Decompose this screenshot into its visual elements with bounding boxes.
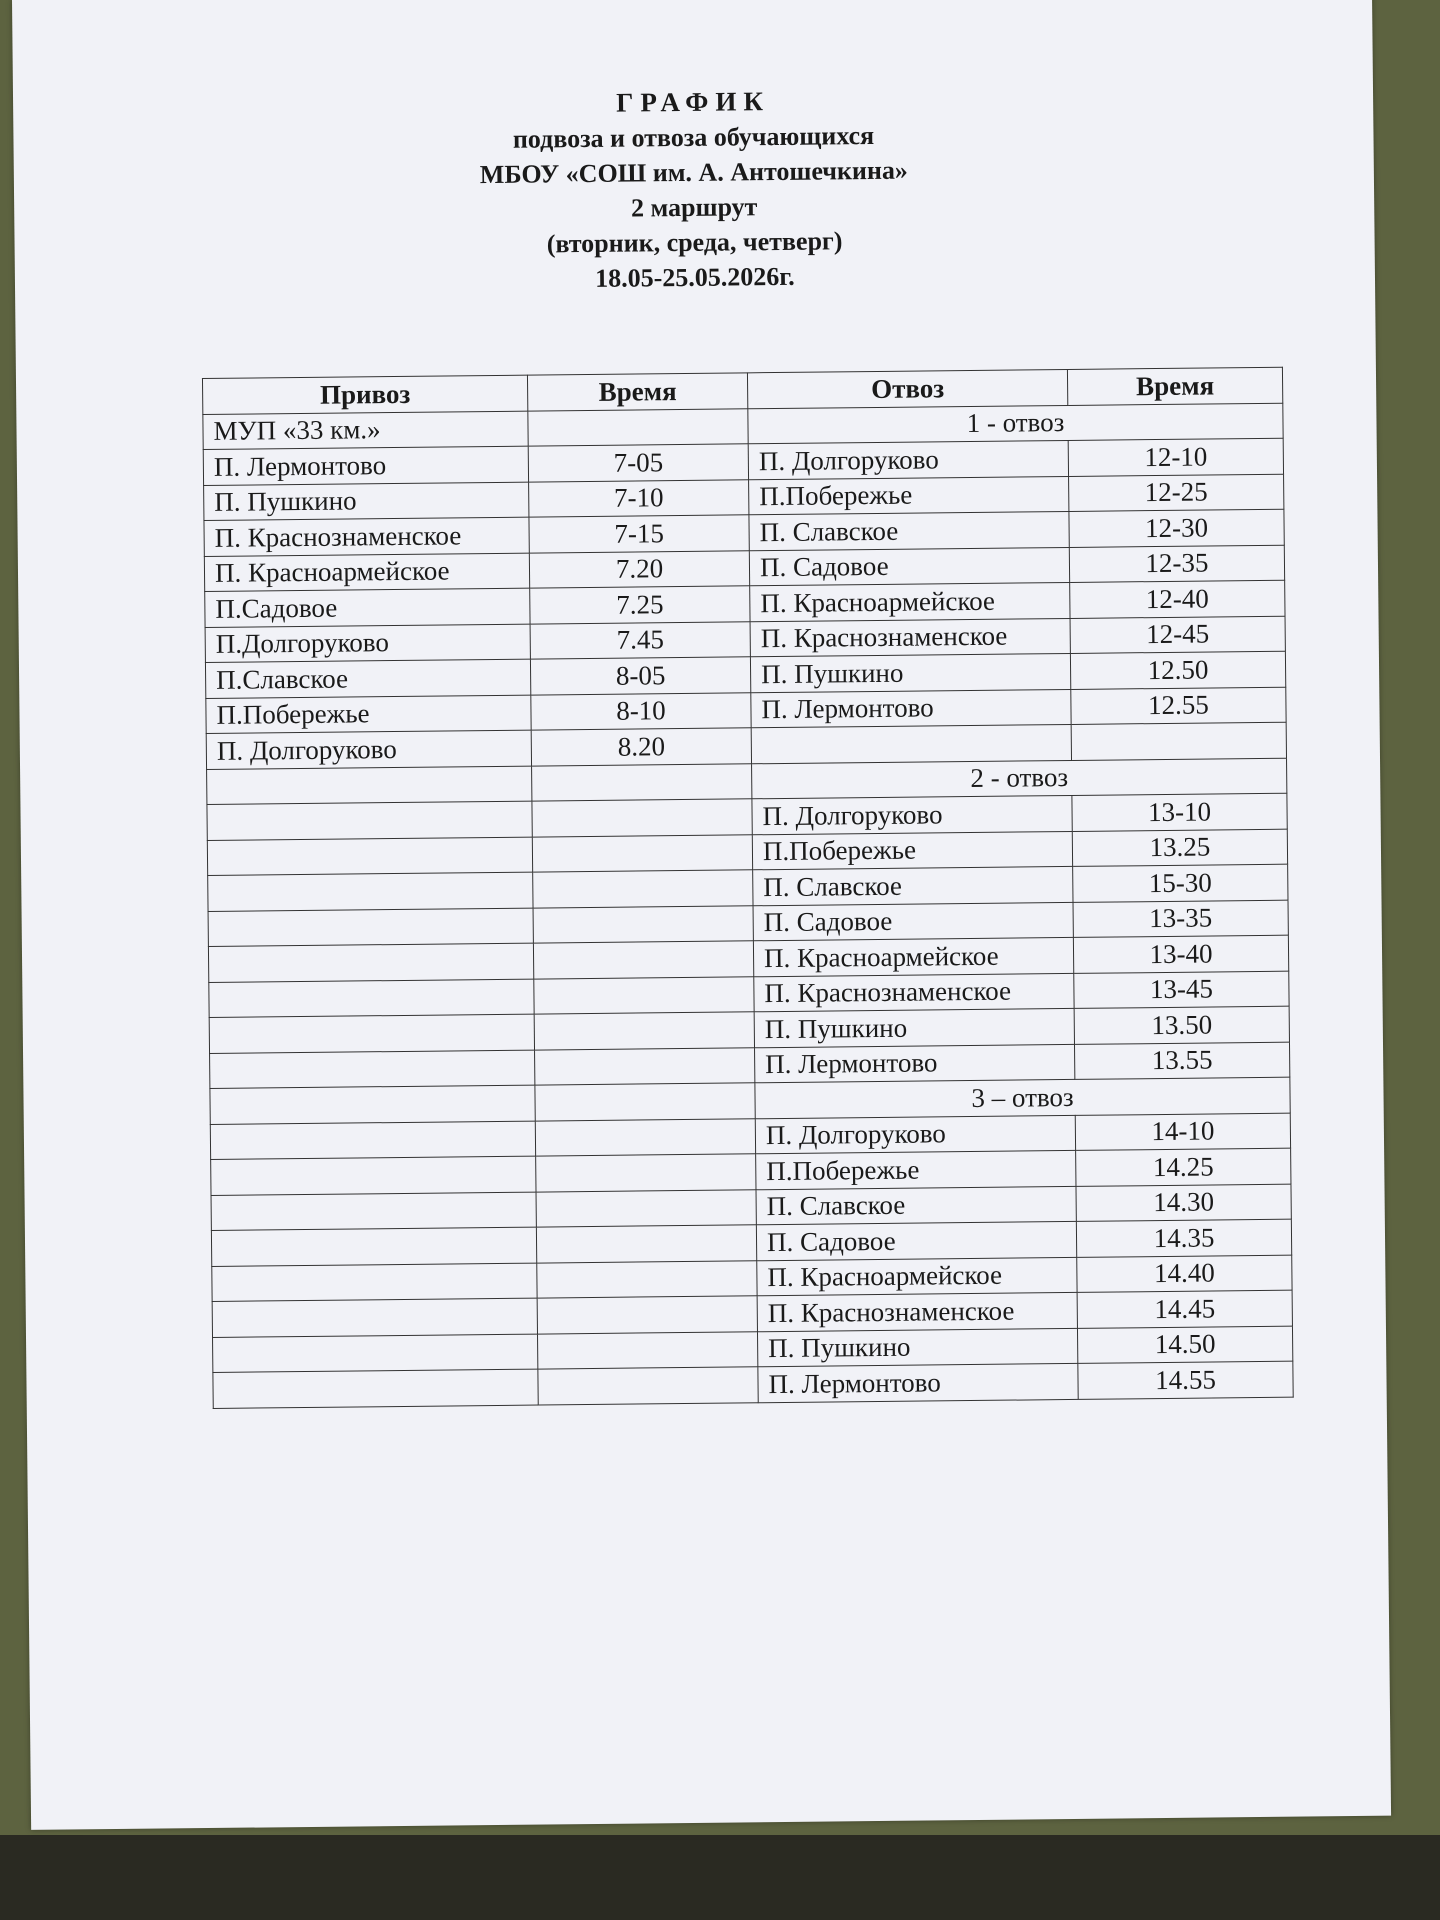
empty-cell <box>533 941 753 979</box>
empty-cell <box>210 1121 535 1160</box>
return-place: П. Красноармейское <box>750 582 1070 621</box>
pickup-time: 7-15 <box>529 515 749 553</box>
empty-cell <box>208 872 533 911</box>
return-place: П. Долгоруково <box>748 440 1068 479</box>
return-place: П. Славское <box>753 866 1073 905</box>
return-time: 13-40 <box>1073 935 1288 973</box>
empty-cell <box>207 801 532 840</box>
return-time: 14.45 <box>1077 1290 1292 1328</box>
pickup-time: 8-05 <box>530 657 750 695</box>
return-time: 14.40 <box>1077 1255 1292 1293</box>
empty-cell <box>535 1118 755 1156</box>
return-place: П. Лермонтово <box>755 1044 1075 1083</box>
return-place: П. Садовое <box>753 902 1073 941</box>
return-place: П. Пушкино <box>754 1008 1074 1047</box>
return-place: П. Лермонтово <box>751 689 1071 728</box>
return-place: П.Побережье <box>756 1150 1076 1189</box>
return-place: П. Славское <box>756 1186 1076 1225</box>
empty-cell <box>536 1154 756 1192</box>
pickup-time: 7-10 <box>529 479 749 517</box>
empty-cell <box>537 1331 757 1369</box>
return-time: 13.50 <box>1074 1006 1289 1044</box>
return-place: П. Красноармейское <box>753 937 1073 976</box>
empty-cell <box>534 1012 754 1050</box>
return-trip-3-label: 3 – отвоз <box>755 1077 1290 1118</box>
empty-cell <box>212 1263 537 1302</box>
return-time: 12-30 <box>1069 509 1284 547</box>
empty-cell <box>751 724 1071 763</box>
empty-cell <box>211 1227 536 1266</box>
return-time: 13.55 <box>1074 1042 1289 1080</box>
return-place: П. Садовое <box>749 547 1069 586</box>
return-trip-2-label: 2 - отвоз <box>752 758 1287 799</box>
return-time: 13-35 <box>1073 900 1288 938</box>
return-time: 14.50 <box>1077 1326 1292 1364</box>
return-place: П.Побережье <box>752 831 1072 870</box>
pickup-place: П.Садовое <box>205 588 530 627</box>
return-time: 14-10 <box>1075 1113 1290 1151</box>
return-time: 14.55 <box>1078 1361 1293 1399</box>
pickup-time: 8.20 <box>531 728 751 766</box>
empty-cell <box>212 1298 537 1337</box>
empty-cell <box>536 1189 756 1227</box>
return-place: П. Пушкино <box>757 1328 1077 1367</box>
empty-cell <box>207 837 532 876</box>
return-time: 14.25 <box>1076 1148 1291 1186</box>
empty-cell <box>207 766 532 805</box>
column-header-return: Отвоз <box>747 369 1067 408</box>
pickup-place: П. Лермонтово <box>203 446 528 485</box>
pickup-place: П. Пушкино <box>204 482 529 521</box>
return-time: 14.30 <box>1076 1184 1291 1222</box>
document-subtitle: подвоза и отвоза обучающихся <box>512 120 875 154</box>
pickup-place: П.Славское <box>205 659 530 698</box>
empty-cell <box>537 1296 757 1334</box>
empty-cell <box>209 1014 534 1053</box>
return-time: 12.55 <box>1071 687 1286 725</box>
return-time: 12.50 <box>1070 651 1285 689</box>
column-header-pickup: Привоз <box>202 375 527 414</box>
empty-cell <box>533 870 753 908</box>
empty-cell <box>210 1050 535 1089</box>
return-time: 12-10 <box>1068 438 1283 476</box>
pickup-time: 7.25 <box>530 586 750 624</box>
return-time: 13-45 <box>1074 971 1289 1009</box>
pickup-time: 7.45 <box>530 621 750 659</box>
pickup-place: П. Красноармейское <box>204 553 529 592</box>
pickup-time: 7-05 <box>528 444 748 482</box>
return-place: П. Садовое <box>756 1221 1076 1260</box>
empty-cell <box>532 799 752 837</box>
column-header-return-time: Время <box>1067 367 1282 405</box>
pickup-time: 8-10 <box>531 692 751 730</box>
return-time: 15-30 <box>1073 864 1288 902</box>
return-time: 12-40 <box>1070 580 1285 618</box>
return-place: П.Побережье <box>749 476 1069 515</box>
pickup-time: 7.20 <box>529 550 749 588</box>
empty-cell <box>211 1192 536 1231</box>
return-place: П. Славское <box>749 511 1069 550</box>
empty-cell <box>208 943 533 982</box>
return-place: П. Краснознаменское <box>754 973 1074 1012</box>
empty-cell <box>535 1083 755 1121</box>
document-title: ГРАФИК <box>616 86 771 118</box>
return-time: 12-35 <box>1069 545 1284 583</box>
empty-cell <box>210 1085 535 1124</box>
date-range: 18.05-25.05.2026г. <box>595 261 795 293</box>
pickup-time <box>528 408 748 446</box>
return-place: П. Красноармейское <box>757 1257 1077 1296</box>
empty-cell <box>532 763 752 801</box>
document-header <box>13 78 1375 302</box>
pickup-place: П.Побережье <box>206 695 531 734</box>
return-place: П. Пушкино <box>750 653 1070 692</box>
return-trip-1-label: 1 - отвоз <box>748 403 1283 444</box>
pickup-place: МУП «33 км.» <box>203 411 528 450</box>
weekdays: (вторник, среда, четверг) <box>546 226 843 259</box>
empty-cell <box>537 1260 757 1298</box>
return-time: 12-45 <box>1070 616 1285 654</box>
return-place: П. Лермонтово <box>758 1363 1078 1402</box>
return-place: П. Долгоруково <box>755 1115 1075 1154</box>
table-surface <box>0 1835 1440 1920</box>
return-time: 13-10 <box>1072 793 1287 831</box>
empty-cell <box>535 1047 755 1085</box>
schedule-sheet <box>12 0 1391 1830</box>
empty-cell <box>533 905 753 943</box>
return-place: П. Долгоруково <box>752 795 1072 834</box>
empty-cell <box>213 1369 538 1408</box>
return-time: 12-25 <box>1069 474 1284 512</box>
empty-cell <box>536 1225 756 1263</box>
empty-cell <box>1071 722 1286 760</box>
school-name: МБОУ «СОШ им. А. Антошечкина» <box>479 155 909 190</box>
pickup-place: П. Долгоруково <box>206 730 531 769</box>
route-number: 2 маршрут <box>630 192 758 223</box>
empty-cell <box>209 979 534 1018</box>
empty-cell <box>211 1156 536 1195</box>
return-time: 14.35 <box>1076 1219 1291 1257</box>
empty-cell <box>534 976 754 1014</box>
return-place: П. Краснознаменское <box>750 618 1070 657</box>
empty-cell <box>532 834 752 872</box>
return-place: П. Краснознаменское <box>757 1292 1077 1331</box>
pickup-place: П. Краснознаменское <box>204 517 529 556</box>
return-time: 13.25 <box>1072 829 1287 867</box>
schedule-table <box>202 367 1294 1409</box>
empty-cell <box>208 908 533 947</box>
empty-cell <box>538 1367 758 1405</box>
empty-cell <box>213 1334 538 1373</box>
column-header-pickup-time: Время <box>527 373 747 411</box>
pickup-place: П.Долгоруково <box>205 624 530 663</box>
